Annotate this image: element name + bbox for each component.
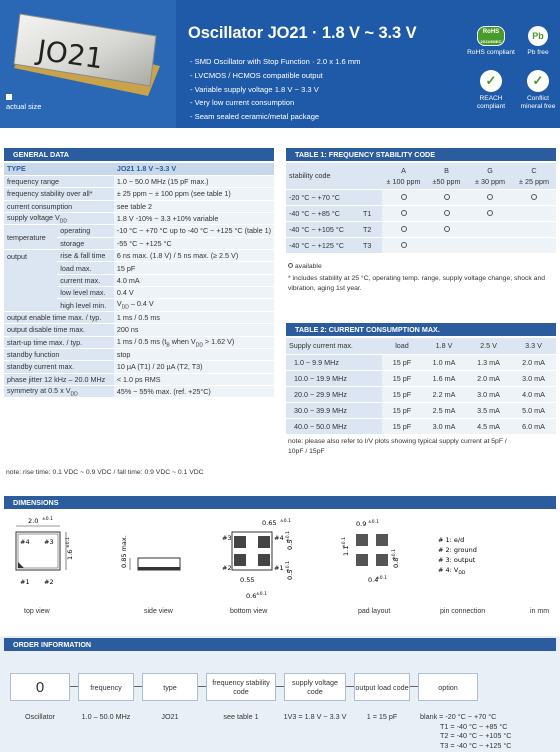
svg-text:#4: #4 — [20, 538, 30, 546]
table-row: temperature operating -10 °C ~ +70 °C up to -40 °C ~ +125 °C (table 1) — [4, 225, 274, 237]
label-pin-connection: pin connection — [440, 608, 486, 615]
label-side-view: side view — [144, 608, 173, 615]
table-header-row: stability code A ± 100 ppm B ±50 ppm G ± 30 ppm C ± 25 ppm — [286, 163, 556, 189]
order-label-voltage: 1V3 = 1.8 V ~ 3.3 V — [283, 712, 347, 721]
svg-text:0.5: 0.5 — [286, 569, 294, 580]
side-view-drawing — [120, 535, 180, 570]
reach-cert — [470, 70, 512, 111]
table-row: -20 °C ~ +70 °C — [286, 189, 556, 205]
svg-text:0.8: 0.8 — [392, 557, 400, 568]
feature-item: - Very low current consumption — [190, 96, 361, 110]
table-row: supply voltage $V_{DD}$ 1.8 V -10% ~ 3.3 +10% variable — [4, 212, 274, 224]
table-row: standby function stop — [4, 348, 274, 360]
option-item: T3 = -40 °C ~ +125 °C — [440, 740, 512, 750]
table-row: output enable time max. / typ. 1 ms / 0.5 ms — [4, 311, 274, 323]
rohs-icon: RoHS 2011/65/EC — [477, 26, 505, 46]
order-separator — [410, 686, 418, 687]
svg-text:±0.1: ±0.1 — [42, 517, 53, 522]
svg-text:0.55: 0.55 — [240, 576, 255, 584]
table1-header: TABLE 1: FREQUENCY STABILITY CODE — [286, 148, 556, 161]
svg-text:0.9: 0.9 — [356, 520, 367, 528]
svg-text:0.85 max.: 0.85 max. — [120, 535, 128, 568]
rohs-cert — [466, 26, 516, 57]
feature-item: - SMD Oscillator with Stop Function · 2.0 x 1.6 mm — [190, 55, 361, 69]
check-icon: ✓ — [480, 70, 502, 92]
current-note: note: please also refer to I/V plots showing typical supply current at 5pF / 10pF / 15pF — [288, 438, 507, 455]
table-row: standby current max. 10 µA (T1) / 20 µA (T2, T3) — [4, 361, 274, 373]
conflict-mineral-cert — [518, 70, 558, 111]
label-top-view: top view — [24, 608, 50, 615]
table-row: frequency stability over all* ± 25 ppm ~ ± 100 ppm (see table 1) — [4, 188, 274, 200]
table-row: -40 °C ~ +125 °C T3 — [286, 237, 556, 253]
stability-code-table — [286, 163, 556, 254]
table-row: storage -55 °C ~ +125 °C — [4, 237, 274, 249]
bottom-view-drawing — [222, 518, 294, 600]
svg-text:#3: #3 — [222, 534, 232, 542]
svg-text:0.6: 0.6 — [246, 592, 257, 600]
svg-text:1.1: 1.1 — [342, 545, 350, 556]
svg-text:#2: #2 — [222, 564, 232, 572]
table-row: load max. 15 pF — [4, 262, 274, 274]
svg-text:±0.1: ±0.1 — [256, 592, 267, 597]
rise-fall-note: note: rise time: 0.1 VDC ~ 0.9 VDC / fall time: 0.9 VDC ~ 0.1 VDC — [6, 469, 204, 476]
table-row: start-up time max. / typ. 1 ms / 0.5 ms ($t_B$ when $V_{DD} > 1.62$ V) — [4, 336, 274, 348]
order-box-frequency: frequency — [78, 673, 134, 701]
svg-text:#3: #3 — [44, 538, 54, 546]
pb-label: Pb free — [527, 49, 549, 56]
order-label-frequency: 1.0 – 50.0 MHz — [81, 712, 131, 721]
svg-text:±0.1: ±0.1 — [286, 531, 291, 542]
svg-text:#1: #1 — [274, 564, 284, 572]
svg-text:±0.1: ±0.1 — [368, 520, 379, 525]
table-row: 20.0 ~ 29.9 MHz 15 pF 2.2 mA 3.0 mA 4.0 mA — [286, 386, 556, 402]
svg-text:±0.1: ±0.1 — [286, 561, 291, 572]
current-consumption-table — [286, 338, 556, 435]
table-row: 1.0 ~ 9.9 MHz 15 pF 1.0 mA 1.3 mA 2.0 mA — [286, 354, 556, 370]
order-box-option: option — [418, 673, 478, 701]
pb-free-cert — [520, 26, 556, 57]
order-info-header: ORDER INFORMATION — [4, 638, 556, 651]
general-data-table — [4, 163, 274, 398]
top-view-drawing — [16, 516, 74, 586]
option-item: T1 = -40 °C ~ +85 °C — [440, 721, 508, 731]
order-label-type: JO21 — [161, 712, 179, 721]
feature-item: - Seam sealed ceramic/metal package — [190, 110, 361, 124]
feature-item: - LVCMOS / HCMOS compatible output — [190, 69, 361, 83]
dimension-drawings — [0, 512, 560, 604]
svg-text:#2: #2 — [44, 578, 54, 586]
table-row: -40 °C ~ +105 °C T2 — [286, 221, 556, 237]
actual-size-label: actual size — [6, 102, 42, 111]
order-label-oscillator: Oscillator — [25, 712, 55, 721]
order-box-output-load: output load code — [354, 673, 410, 701]
label-bottom-view: bottom view — [230, 608, 268, 615]
svg-text:2.0: 2.0 — [28, 517, 39, 525]
table-header-row: Supply current max. load 1.8 V 2.5 V 3.3 V — [286, 338, 556, 354]
label-units: in mm — [530, 608, 550, 615]
label-pad-layout: pad layout — [358, 608, 391, 615]
actual-size-marker — [6, 94, 12, 100]
table-row: 40.0 ~ 50.0 MHz 15 pF 3.0 mA 4.5 mA 6.0 mA — [286, 418, 556, 434]
header-banner — [0, 0, 560, 128]
feature-list — [190, 55, 361, 124]
check-icon: ✓ — [527, 70, 549, 92]
svg-text:# 2: ground: # 2: ground — [438, 546, 477, 554]
table-row: output rise & fall time 6 ns max. (1.8 V) / 5 ns max. (≥ 2.5 V) — [4, 250, 274, 262]
feature-item: - Variable supply voltage 1.8 V ~ 3.3 V — [190, 83, 361, 97]
order-box-supply-voltage: supply voltage code — [284, 673, 346, 701]
reach-label: REACH compliant — [476, 95, 506, 110]
order-box-oscillator: 0 — [10, 673, 70, 701]
order-options-list — [420, 712, 556, 750]
conflict-label: Conflict mineral free — [520, 95, 556, 110]
order-box-stability-code: frequency stability code — [206, 673, 276, 701]
order-separator — [346, 686, 354, 687]
svg-text:1.6: 1.6 — [66, 549, 74, 560]
table-row: 30.0 ~ 39.9 MHz 15 pF 2.5 mA 3.5 mA 5.0 mA — [286, 402, 556, 418]
svg-text:# 3: output: # 3: output — [438, 556, 476, 564]
order-separator — [134, 686, 142, 687]
dimensions-header: DIMENSIONS — [4, 496, 556, 509]
order-separator — [198, 686, 206, 687]
order-separator — [276, 686, 284, 687]
svg-text:±0.1: ±0.1 — [376, 576, 387, 581]
general-data-header: GENERAL DATA — [4, 148, 274, 161]
table-row: symmetry at 0.5 x $V_{DD}$ 45% ~ 55% max. (ref. +25°C) — [4, 385, 274, 397]
table-row: phase jitter 12 kHz – 20.0 MHz < 1.0 ps RMS — [4, 373, 274, 385]
table-row: low level max. 0.4 V — [4, 287, 274, 299]
stability-footnote: * includes stability at 25 °C, operating temp. range, supply voltage change, shock and vibration, aging 1st year. — [288, 275, 546, 292]
svg-text:# 4: VDD: # 4: $V_{DD}$ — [438, 566, 466, 576]
svg-text:±0.1: ±0.1 — [66, 537, 71, 548]
order-separator — [70, 686, 78, 687]
table-row: frequency range 1.0 ~ 50.0 MHz (15 pF max.) — [4, 175, 274, 187]
svg-text:0.5: 0.5 — [286, 539, 294, 550]
table-row: TYPE JO21 1.8 V ~3.3 V — [4, 163, 274, 175]
pad-layout-drawing — [341, 519, 400, 584]
table-row: current max. 4.0 mA — [4, 274, 274, 286]
available-legend: available — [288, 262, 322, 272]
table-row: high level min. $V_{DD} - 0.4$ V — [4, 299, 274, 311]
svg-text:# 1: e/d: # 1: e/d — [438, 536, 465, 544]
svg-text:0.65: 0.65 — [262, 519, 277, 527]
table-row: 10.0 ~ 19.9 MHz 15 pF 1.6 mA 2.0 mA 3.0 mA — [286, 370, 556, 386]
rohs-label: RoHS compliant — [467, 49, 515, 56]
table-row: output disable time max. 200 ns — [4, 324, 274, 336]
table2-header: TABLE 2: CURRENT CONSUMPTION MAX. — [286, 323, 556, 336]
table-row: -40 °C ~ +85 °C T1 — [286, 205, 556, 221]
svg-text:±0.1: ±0.1 — [392, 549, 397, 560]
pin-connection-list — [438, 536, 477, 576]
chip-marking: JO21 — [35, 33, 106, 76]
svg-text:#1: #1 — [20, 578, 30, 586]
available-icon — [288, 263, 293, 268]
order-label-stability: see table 1 — [223, 712, 259, 721]
oscillator-chip-image — [10, 6, 160, 104]
page-title: Oscillator JO21 · 1.8 V ~ 3.3 V — [188, 24, 417, 42]
table-row: current consumption see table 2 — [4, 200, 274, 212]
svg-text:#4: #4 — [274, 534, 284, 542]
svg-text:0.4: 0.4 — [368, 576, 379, 584]
option-item: blank = -20 °C ~ +70 °C — [420, 712, 497, 721]
order-box-type: type — [142, 673, 198, 701]
svg-text:±0.1: ±0.1 — [280, 519, 291, 524]
option-item: T2 = -40 °C ~ +105 °C — [440, 731, 512, 740]
pb-icon: Pb — [528, 26, 548, 46]
svg-text:±0.1: ±0.1 — [342, 537, 347, 548]
order-label-load: 1 = 15 pF — [366, 712, 398, 721]
